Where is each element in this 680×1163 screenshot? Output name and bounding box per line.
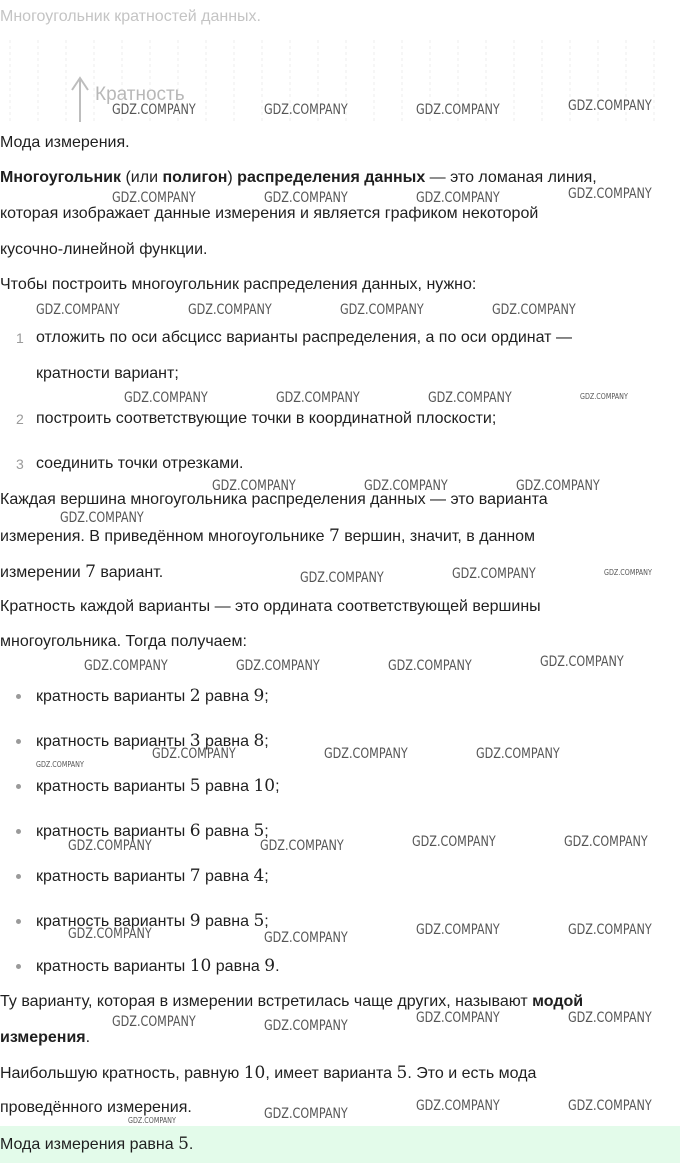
watermark: GDZ.COMPANY [388,658,472,674]
bullet-dot [16,919,21,924]
bullet-text: кратность варианты [36,778,190,795]
bullet-text: ; [264,823,269,840]
vertices-text: измерении [0,564,86,581]
count-value: 5 [253,821,265,841]
watermark: GDZ.COMPANY [604,568,652,577]
step-marker: 1 [16,330,24,346]
watermark: GDZ.COMPANY [264,1018,348,1034]
result-text: . Это и есть мода [407,1065,537,1082]
list-item [0,320,680,392]
watermark: GDZ.COMPANY [568,98,652,114]
watermark: GDZ.COMPANY [112,1014,196,1030]
bullet-text: ; [275,778,280,795]
definition-text: (или [121,169,163,186]
watermark: GDZ.COMPANY [568,1010,652,1026]
result-text: , имеет варианта [265,1065,397,1082]
bullet-text: ; [264,733,269,750]
variant-value: 9 [189,911,201,931]
watermark: GDZ.COMPANY [152,746,236,762]
watermark: GDZ.COMPANY [68,838,152,854]
variant-count: 7 [85,562,96,582]
watermark: GDZ.COMPANY [60,510,144,526]
watermark: GDZ.COMPANY [416,1010,500,1026]
watermark: GDZ.COMPANY [264,930,348,946]
watermark: GDZ.COMPANY [264,190,348,206]
variant-value: 3 [189,731,201,751]
bullet-dot [16,874,21,879]
watermark: GDZ.COMPANY [568,922,652,938]
vertices-text: вершин, значит, в данном [339,528,536,545]
variant-value: 7 [189,866,201,886]
watermark: GDZ.COMPANY [260,838,344,854]
multiplicity-line-1: Кратность каждой варианты — это ордината соответствующей вершины [0,598,541,615]
definition-line-2: которая изображает данные измерения и является графиком некоторой [0,205,539,222]
bullet-dot [16,694,21,699]
bullet-text: кратность варианты [36,688,190,705]
bullet-dot [16,784,21,789]
bullet-text: равна [200,778,254,795]
mode-text: Ту варианту, которая в измерении встретилась чаще других, называют [0,993,533,1010]
list-item [0,446,680,482]
term-measurement: измерения [0,1029,86,1046]
watermark: GDZ.COMPANY [300,570,384,586]
vertices-text: измерения. В приведённом многоугольнике [0,528,329,545]
answer-text: Мода измерения равна [0,1136,179,1153]
term-polygon: Многоугольник [0,169,122,186]
max-count: 10 [243,1063,266,1083]
bullet-dot [16,829,21,834]
watermark: GDZ.COMPANY [416,102,500,118]
watermark: GDZ.COMPANY [264,1106,348,1122]
watermark: GDZ.COMPANY [112,102,196,118]
watermark: GDZ.COMPANY [476,746,560,762]
definition-line-3: кусочно-линейной функции. [0,241,208,258]
watermark: GDZ.COMPANY [416,190,500,206]
watermark: GDZ.COMPANY [540,654,624,670]
watermark: GDZ.COMPANY [364,478,448,494]
watermark: GDZ.COMPANY [112,190,196,206]
answer-box [0,1126,680,1163]
watermark: GDZ.COMPANY [324,746,408,762]
term-mode: модой [532,993,584,1010]
bullet-text: кратность варианты [36,958,190,975]
watermark: GDZ.COMPANY [340,302,424,318]
figure-caption: Многоугольник кратностей данных. [0,8,261,25]
watermark: GDZ.COMPANY [568,186,652,202]
step-text: отложить по оси абсцисс варианты распределения, а по оси ординат — [36,329,572,346]
vertex-count: 7 [328,526,340,546]
watermark: GDZ.COMPANY [428,390,512,406]
watermark: GDZ.COMPANY [128,1116,176,1125]
watermark: GDZ.COMPANY [452,566,536,582]
bullet-text: равна [200,913,254,930]
mode-text: . [85,1029,91,1046]
vertices-line-1: Каждая вершина многоугольника распределения данных — это варианта [0,491,548,508]
list-item [0,401,680,437]
multiplicity-line-2: многоугольника. Тогда получаем: [0,633,247,650]
watermark: GDZ.COMPANY [68,926,152,942]
step-marker: 2 [16,411,24,427]
bullet-dot [16,964,21,969]
watermark: GDZ.COMPANY [412,834,496,850]
term-distribution: распределения данных [237,169,426,186]
result-text: Наибольшую кратность, равную [0,1065,244,1082]
bullet-text: кратность варианты [36,913,190,930]
count-value: 8 [253,731,265,751]
list-item [0,858,680,903]
variant-value: 2 [189,686,201,706]
watermark: GDZ.COMPANY [276,390,360,406]
watermark: GDZ.COMPANY [492,302,576,318]
watermark: GDZ.COMPANY [264,102,348,118]
count-value: 9 [253,686,265,706]
y-axis-label: Кратность [95,84,185,105]
bullet-text: равна [200,868,254,885]
mode-result-line-2: проведённого измерения. [0,1099,192,1116]
watermark: GDZ.COMPANY [516,478,600,494]
bullet-dot [16,739,21,744]
mode-variant: 5 [396,1063,408,1083]
watermark: GDZ.COMPANY [580,392,628,401]
watermark: GDZ.COMPANY [212,478,296,494]
bullet-text: кратность варианты [36,868,190,885]
bullet-text: кратность варианты [36,733,190,750]
watermark: GDZ.COMPANY [416,1098,500,1114]
step-marker: 3 [16,456,24,472]
watermark: GDZ.COMPANY [36,760,84,769]
answer-value: 5 [178,1134,189,1154]
answer-text: . [188,1136,194,1153]
variant-value: 10 [189,956,212,976]
step-text: соединить точки отрезками. [36,455,244,472]
variant-value: 6 [189,821,201,841]
bullet-text: ; [264,868,269,885]
bullet-text: . [275,958,280,975]
bullet-text: равна [200,823,254,840]
bullet-text: равна [200,688,254,705]
count-value: 10 [253,776,276,796]
section-heading: Мода измерения. [0,134,130,151]
watermark: GDZ.COMPANY [188,302,272,318]
count-value: 5 [253,911,265,931]
watermark: GDZ.COMPANY [84,658,168,674]
step-text: построить соответствующие точки в координатной плоскости; [36,410,497,427]
bullet-text: ; [264,913,269,930]
watermark: GDZ.COMPANY [36,302,120,318]
bullet-text: равна [200,733,254,750]
watermark: GDZ.COMPANY [124,390,208,406]
bullet-text: кратность варианты [36,823,190,840]
steps-intro: Чтобы построить многоугольник распределения данных, нужно: [0,276,477,293]
bullet-text: ; [264,688,269,705]
count-value: 9 [264,956,276,976]
list-item [0,678,680,723]
step-text: кратности вариант; [36,365,179,382]
watermark: GDZ.COMPANY [564,834,648,850]
definition-text: ) [227,169,238,186]
list-item [0,768,680,813]
count-value: 4 [253,866,265,886]
watermark: GDZ.COMPANY [568,1098,652,1114]
definition-text: — это ломаная линия, [425,169,597,186]
vertices-text: вариант. [95,564,164,581]
mode-result-line-1 [0,1055,680,1092]
variant-value: 5 [189,776,201,796]
watermark: GDZ.COMPANY [416,922,500,938]
term-polygon-alt: полигон [162,169,228,186]
bullet-text: равна [211,958,265,975]
watermark: GDZ.COMPANY [236,658,320,674]
